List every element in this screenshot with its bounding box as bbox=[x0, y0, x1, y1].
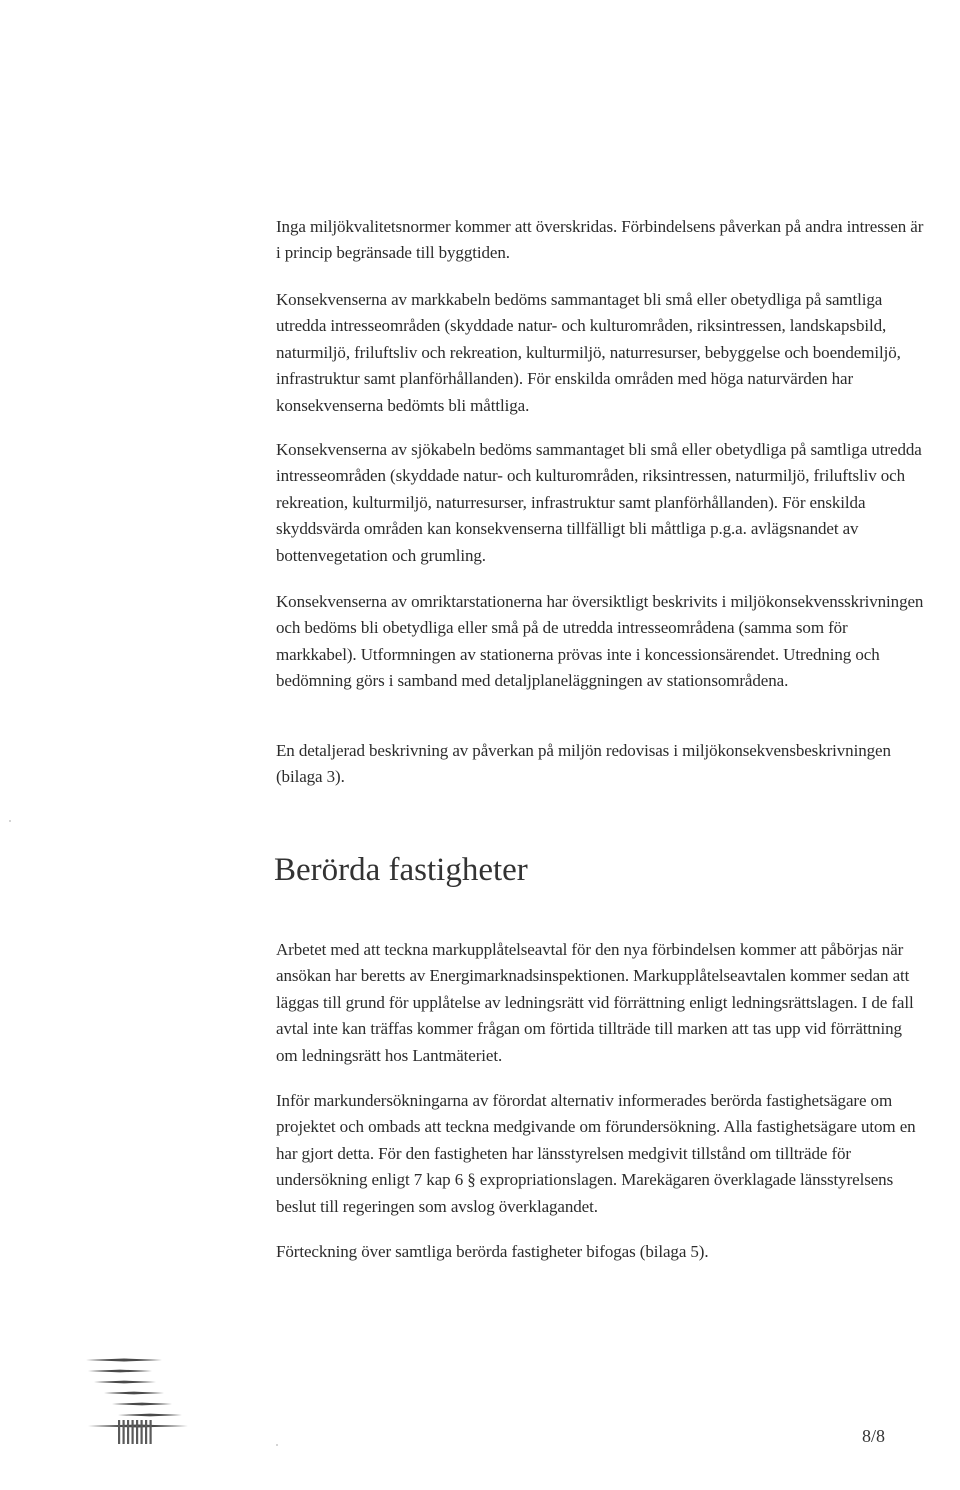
paragraph-property-list: Förteckning över samtliga berörda fastigheter bifogas (bilaga 5). bbox=[276, 1242, 709, 1261]
paragraph-ground-investigations: Inför markundersökningarna av förordat alternativ informerades berörda fastighetsägare om projektet och ombads att teckna medgivande om förundersökning. Alla fastighetsägare utom en har gjort detta. För den fastigheten har länsstyrelsen medgivit tillstånd om tillträde för undersökning enligt 7 kap 6 § expropriationslagen. Marekägaren överklagade länsstyrelsens beslut till regeringen som avslog överklagandet. bbox=[276, 1091, 916, 1216]
paragraph-land-cable-consequences: Konsekvenserna av markkabeln bedöms sammantaget bli små eller obetydliga på samtliga utredda intresseområden (skyddade natur- och kulturområden, riksintressen, landskapsbild, naturmiljö, friluftsliv och rekreation, kulturmiljö, naturresurser, bebyggelse och boendemiljö, infrastruktur samt planförhållanden). För enskilda områden med höga naturvärden har konsekvenserna bedömts bli måttliga. bbox=[276, 290, 901, 415]
page-number: 8/8 bbox=[862, 1426, 886, 1446]
scan-speck bbox=[276, 1444, 278, 1446]
paragraph-detailed-description: En detaljerad beskrivning av påverkan på miljön redovisas i miljökonsekvensbeskrivningen (bilaga 3). bbox=[276, 741, 891, 787]
paragraph-environmental-norms: Inga miljökvalitetsnormer kommer att överskridas. Förbindelsens påverkan på andra intressen är i princip begränsade till byggtiden. bbox=[276, 217, 924, 263]
paragraph-land-agreements: Arbetet med att teckna markupplåtelseavtal för den nya förbindelsen kommer att påbörjas när ansökan har beretts av Energimarknadsinspektionen. Markupplåtelseavtalen kommer sedan att läggas till grund för upplåtelse av ledningsrätt vid förrättning enligt ledningsrättslagen. I de fall avtal inte kan träffas kommer frågan om förtida tillträde till marken att tas upp vid förrättning om ledningsrätt hos Lantmäteriet. bbox=[276, 940, 914, 1065]
scan-speck bbox=[9, 820, 11, 822]
striped-logo-icon bbox=[84, 1354, 194, 1444]
section-heading: Berörda fastigheter bbox=[274, 852, 528, 888]
paragraph-sea-cable-consequences: Konsekvenserna av sjökabeln bedöms sammantaget bli små eller obetydliga på samtliga utredda intresseområden (skyddade natur- och kulturområden, riksintressen, naturmiljö, friluftsliv och rekreation, kulturmiljö, naturresurser, infrastruktur samt planförhållanden). För enskilda skyddsvärda områden kan konsekvenserna tillfälligt bli måttliga p.g.a. avlägsnandet av bottenvegetation och grumling. bbox=[276, 440, 922, 565]
paragraph-converter-stations: Konsekvenserna av omriktarstationerna har översiktligt beskrivits i miljökonsekvensskrivningen och bedöms bli obetydliga eller små på de utredda intresseområdena (samma som för markkabel). Utformningen av stationerna prövas inte i koncessionsärendet. Utredning och bedömning görs i samband med detaljplaneläggningen av stationsområdena. bbox=[276, 592, 924, 691]
